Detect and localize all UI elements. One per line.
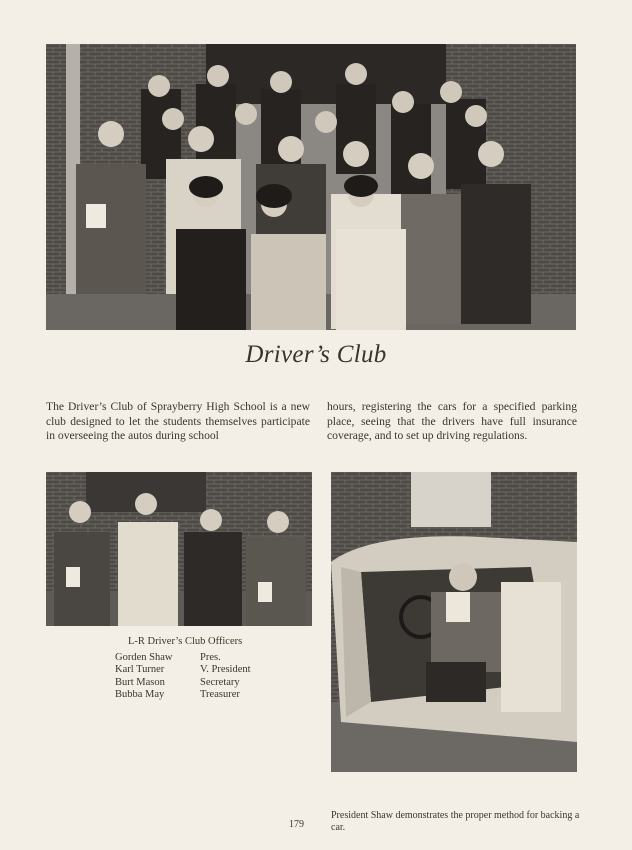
body-text-right: hours, registering the cars for a specified parking place, seeing that the drivers have full insurance coverage, and to set up driving regulations. xyxy=(327,400,577,442)
officer-role: V. President xyxy=(200,664,251,675)
officer-row xyxy=(115,664,315,677)
officer-row xyxy=(115,677,315,690)
officer-role: Secretary xyxy=(200,676,240,688)
officers-photo-image xyxy=(46,472,312,626)
officers-photo xyxy=(46,472,312,626)
page-number: 179 xyxy=(289,819,304,830)
officer-name: Burt Mason xyxy=(115,676,165,688)
officer-name: Gorden Shaw xyxy=(115,651,173,663)
officer-row xyxy=(115,689,315,702)
officer-role: Pres. xyxy=(200,651,221,663)
officer-role: Treasurer xyxy=(200,689,240,700)
officer-name: Karl Turner xyxy=(115,664,165,675)
body-text-left: The Driver’s Club of Sprayberry High School is a new club designed to let the students themselves participate in overseeing the autos during school xyxy=(46,400,310,442)
car-photo-image xyxy=(331,472,577,772)
car-photo xyxy=(331,472,577,772)
group-photo-image xyxy=(46,44,576,330)
officer-row xyxy=(115,652,315,665)
page-title: Driver’s Club xyxy=(245,341,387,368)
officers-caption-heading: L-R Driver’s Club Officers xyxy=(128,636,243,647)
car-photo-caption: President Shaw demonstrates the proper method for backing a car. xyxy=(331,810,580,833)
group-photo xyxy=(46,44,576,330)
officer-name: Bubba May xyxy=(115,689,165,700)
officers-caption xyxy=(115,636,315,702)
